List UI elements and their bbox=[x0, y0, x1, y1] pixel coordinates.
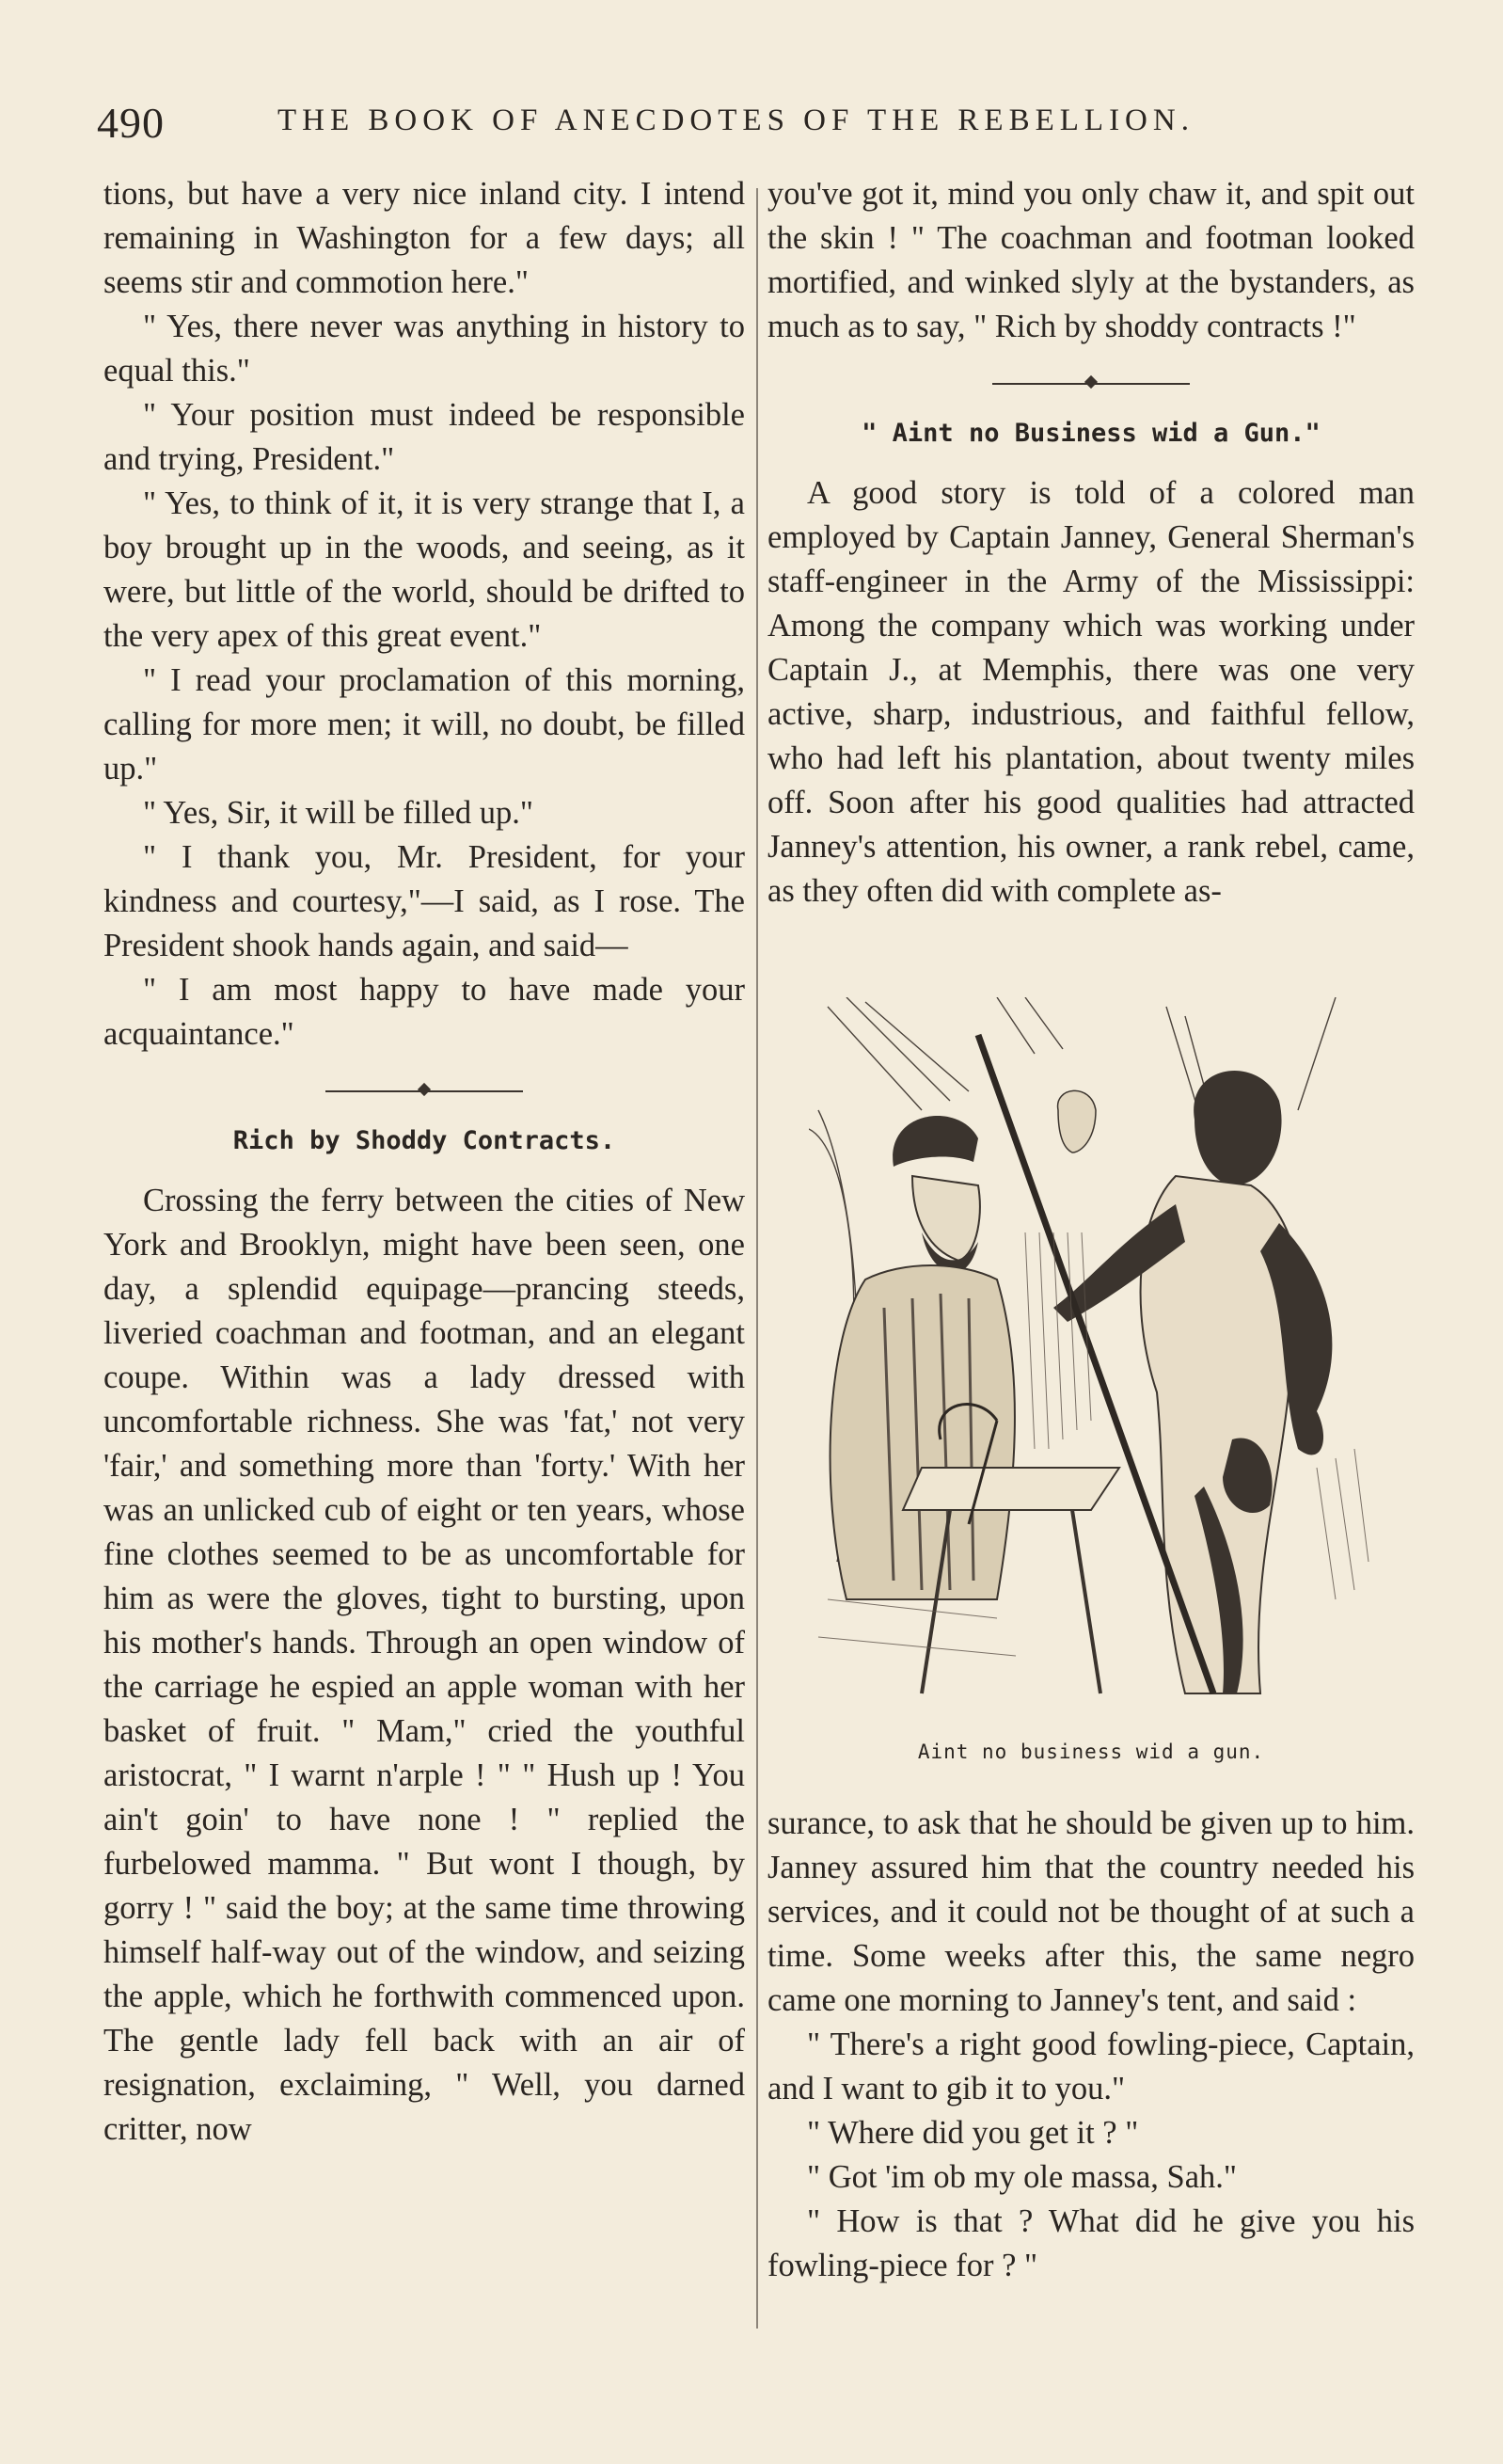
paragraph: " I am most happy to have made your acquaintance." bbox=[103, 972, 745, 1052]
page-number: 490 bbox=[97, 99, 165, 147]
figure-caption: Aint no business wid a gun. bbox=[917, 1741, 1265, 1763]
engraving-illustration bbox=[809, 997, 1373, 1712]
running-title: THE BOOK OF ANECDOTES OF THE REBELLION. bbox=[277, 103, 1194, 137]
paragraph: " Got 'im ob my ole massa, Sah." bbox=[807, 2159, 1237, 2195]
paragraph: surance, to ask that he should be given up to him. Janney assured him that the country needed his services, and it could not be thought of at such a time. Some weeks after this, the same negro came one morning to Janney's tent, and said : bbox=[767, 1805, 1415, 2018]
right-column-upper bbox=[767, 172, 1415, 914]
paragraph: tions, but have a very nice inland city. I intend remaining in Washington for a few days; all seems stir and commotion here." bbox=[103, 176, 745, 300]
paragraph: " How is that ? What did he give you his fowling-piece for ? " bbox=[767, 2203, 1415, 2283]
paragraph: A good story is told of a colored man employed by Captain Janney, General Sherman's staff-engineer in the Army of the Mississippi: Among the company which was working under Captain J., at Memphis, there was one very active, sharp, industrious, and faithful fellow, who had left his plantation, about twenty miles off. Soon after his good qualities had attracted Janney's attention, his owner, a rank rebel, came, as they often did with complete as- bbox=[767, 475, 1415, 909]
paragraph: " Your position must indeed be responsible and trying, President." bbox=[103, 397, 745, 477]
section-divider bbox=[767, 360, 1415, 405]
paragraph: " I read your proclamation of this morning, calling for more men; it will, no doubt, be filled up." bbox=[103, 662, 745, 787]
paragraph: " I thank you, Mr. President, for your kindness and courtesy,"—I said, as I rose. The President shook hands again, and said— bbox=[103, 839, 745, 963]
paragraph: you've got it, mind you only chaw it, and spit out the skin ! " The coachman and footman looked mortified, and winked slyly at the bystanders, as much as to say, " Rich by shoddy contracts !" bbox=[767, 176, 1415, 344]
section-heading: " Aint no Business wid a Gun." bbox=[862, 419, 1321, 448]
column-rule bbox=[756, 188, 758, 2329]
left-column bbox=[103, 172, 745, 2152]
paragraph: " Where did you get it ? " bbox=[807, 2115, 1139, 2151]
section-divider bbox=[103, 1068, 745, 1113]
paragraph: " Yes, there never was anything in history to equal this." bbox=[103, 309, 745, 389]
paragraph: " Yes, Sir, it will be filled up." bbox=[143, 795, 533, 831]
paragraph: Crossing the ferry between the cities of New York and Brooklyn, might have been seen, one day, a splendid equipage—prancing steeds, liveried coachman and footman, and an elegant coupe. Within was a lady dressed with uncomfortable richness. She was 'fat,' not very 'fair,' and something more than 'forty.' With her was an unlicked cub of eight or ten years, whose fine clothes seemed to be as uncomfortable for him as were the gloves, tight to bursting, upon his mother's hands. Through an open window of the carriage he espied an apple woman with her basket of fruit. " Mam," cried the youthful aristocrat, " I warnt n'arple ! " " Hush up ! You ain't goin' to have none ! " replied the furbelowed mamma. " But wont I though, by gorry ! " said the boy; at the same time throwing himself half-way out of the window, and seizing the apple, which he forthwith commenced upon. The gentle lady fell back with an air of resignation, exclaiming, " Well, you darned critter, now bbox=[103, 1183, 745, 2147]
paragraph: " Yes, to think of it, it is very strange that I, a boy brought up in the woods, and seeing, as it were, but little of the world, should be drifted to the very apex of this great event." bbox=[103, 485, 745, 654]
paragraph: " There's a right good fowling-piece, Captain, and I want to gib it to you." bbox=[767, 2027, 1415, 2106]
section-heading: Rich by Shoddy Contracts. bbox=[232, 1126, 616, 1155]
right-column-lower bbox=[767, 1802, 1415, 2288]
